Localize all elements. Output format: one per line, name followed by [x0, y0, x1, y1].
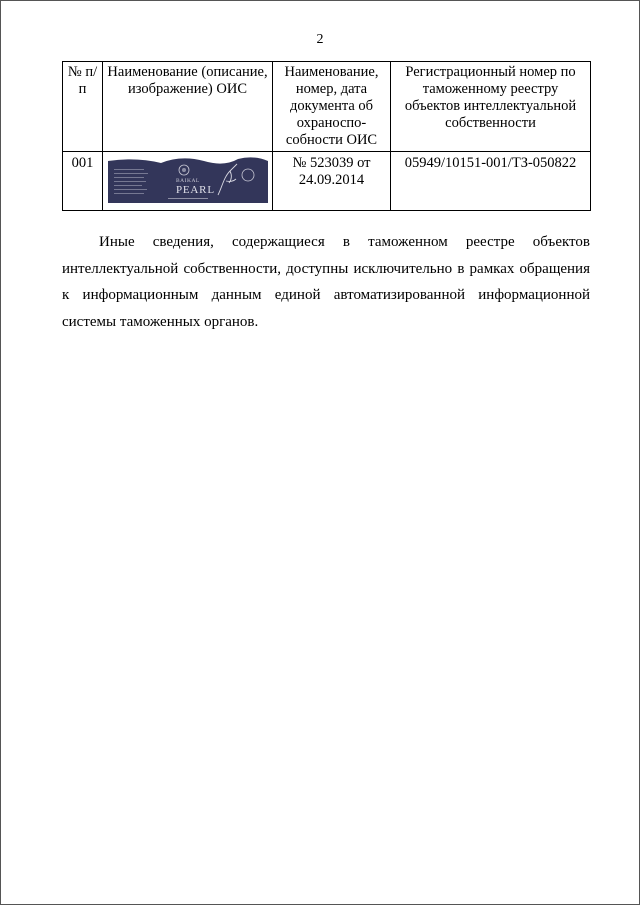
header-index: № п/п — [63, 62, 103, 152]
cell-document: № 523039 от 24.09.2014 — [273, 152, 391, 211]
cell-index: 001 — [63, 152, 103, 211]
header-name: Наименование (описание, изображение) ОИС — [103, 62, 273, 152]
cell-image — [103, 152, 273, 211]
ois-register-table — [62, 61, 591, 211]
label-brand-main: PEARL — [176, 184, 215, 196]
header-reg-number: Регистрационный номер по таможенному реестру объектов интеллектуальной собственности — [391, 62, 591, 152]
trademark-label-image — [106, 155, 270, 205]
label-brand-top: BAIKAL — [176, 178, 200, 184]
table-row — [63, 152, 591, 211]
table-header-row — [63, 62, 591, 152]
page-number: 2 — [316, 32, 324, 47]
cell-reg-number: 05949/10151-001/ТЗ-050822 — [391, 152, 591, 211]
header-document: Наименование, номер, дата документа об охраноспо-собности ОИС — [273, 62, 391, 152]
info-paragraph: Иные сведения, содержащиеся в таможенном реестре объектов интеллектуальной собственности, доступны исключительно в рамках обращения к информационным данным единой автоматизированной информационной системы таможенных органов. — [62, 234, 590, 330]
